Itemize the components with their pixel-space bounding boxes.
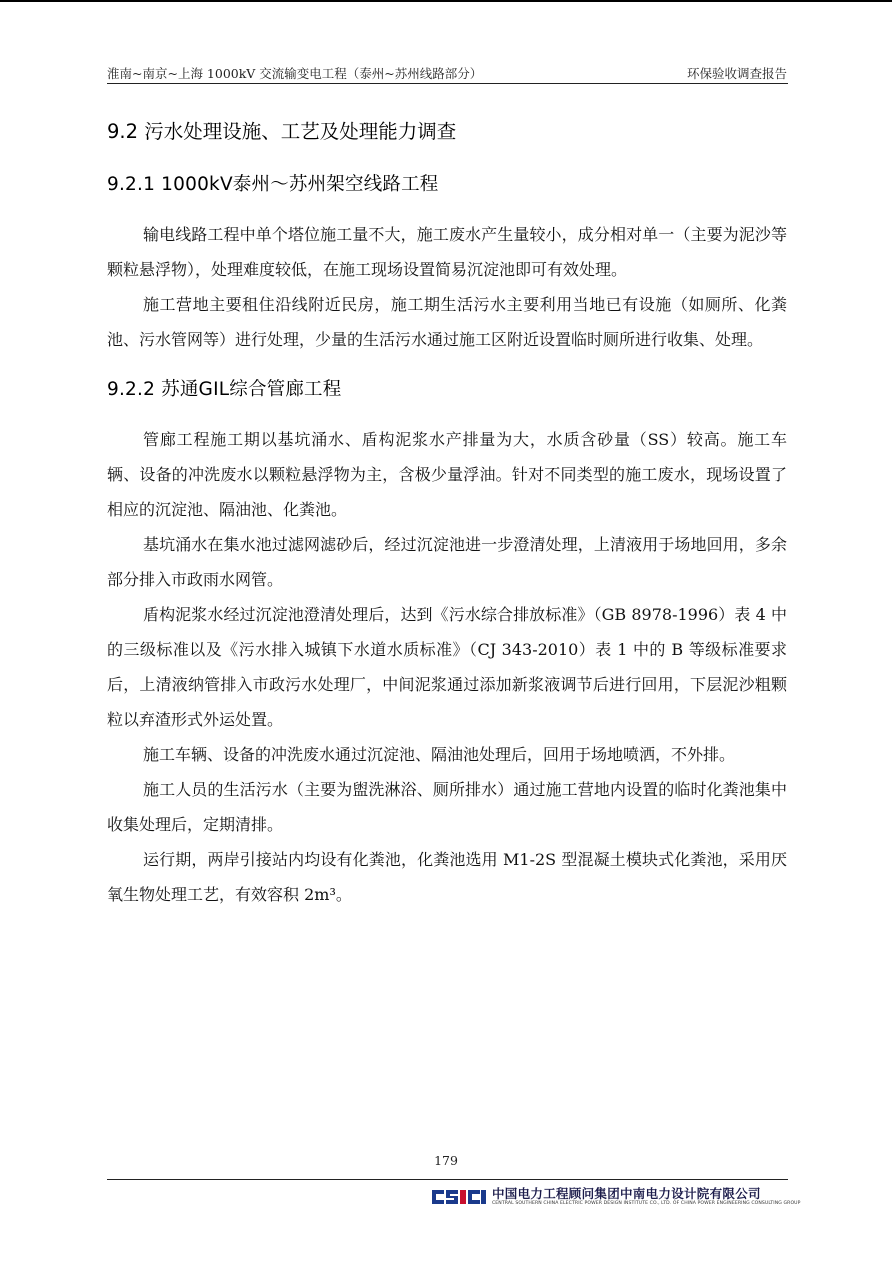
- company-logo-block: [430, 1184, 801, 1212]
- paragraph: 运行期，两岸引接站内均设有化粪池，化粪池选用 M1-2S 型混凝土模块式化粪池，采用厌氧生物处理工艺，有效容积 2m³。: [107, 850, 787, 904]
- company-name-cn: 中国电力工程顾问集团中南电力设计院有限公司: [492, 1186, 761, 1201]
- page-header: [107, 62, 787, 82]
- footer-divider: [107, 1179, 788, 1180]
- subsection-title-1: 9.2.1 1000kV泰州～苏州架空线路工程: [107, 174, 439, 195]
- paragraph: 施工车辆、设备的冲洗废水通过沉淀池、隔油池处理后，回用于场地喷洒，不外排。: [143, 745, 736, 764]
- section-title: 9.2 污水处理设施、工艺及处理能力调查: [107, 120, 457, 143]
- paragraph: 管廊工程施工期以基坑涌水、盾构泥浆水产排量为大，水质含砂量（SS）较高。施工车辆、设备的冲洗废水以颗粒悬浮物为主，含极少量浮油。针对不同类型的施工废水，现场设置了相应的沉淀池、隔油池、化粪池。: [107, 430, 787, 519]
- company-logo-icon: [430, 1186, 488, 1208]
- header-divider: [107, 83, 788, 84]
- subsection-title-2: 9.2.2 苏通GIL综合管廊工程: [107, 379, 342, 400]
- document-body: [107, 112, 787, 912]
- top-border: [0, 0, 892, 2]
- paragraph: 输电线路工程中单个塔位施工量不大，施工废水产生量较小，成分相对单一（主要为泥沙等颗粒悬浮物），处理难度较低，在施工现场设置简易沉淀池即可有效处理。: [107, 225, 787, 279]
- paragraph: 基坑涌水在集水池过滤网滤砂后，经过沉淀池进一步澄清处理，上清液用于场地回用，多余部分排入市政雨水网管。: [107, 535, 787, 589]
- paragraph: 盾构泥浆水经过沉淀池澄清处理后，达到《污水综合排放标准》（GB 8978-1996）表 4 中的三级标准以及《污水排入城镇下水道水质标准》（CJ 343-2010）表 1 中的 B 等级标准要求后，上清液纳管排入市政污水处理厂，中间泥浆通过添加新浆液调节后进行回用，下层泥沙粗颗粒以弃渣形式外运处置。: [107, 605, 787, 729]
- header-project-title: 淮南~南京~上海 1000kV 交流输变电工程（泰州~苏州线路部分）: [107, 66, 483, 81]
- page-number: 179: [434, 1153, 458, 1168]
- company-name-en: CENTRAL SOUTHERN CHINA ELECTRIC POWER DESIGN INSTITUTE CO., LTD. OF CHINA POWER ENGINEERING CONSULTING GROUP: [492, 1201, 801, 1206]
- paragraph: 施工人员的生活污水（主要为盥洗淋浴、厕所排水）通过施工营地内设置的临时化粪池集中收集处理后，定期清排。: [107, 780, 787, 834]
- header-report-title: 环保验收调查报告: [686, 66, 787, 81]
- paragraph: 施工营地主要租住沿线附近民房，施工期生活污水主要利用当地已有设施（如厕所、化粪池、污水管网等）进行处理，少量的生活污水通过施工区附近设置临时厕所进行收集、处理。: [107, 295, 787, 349]
